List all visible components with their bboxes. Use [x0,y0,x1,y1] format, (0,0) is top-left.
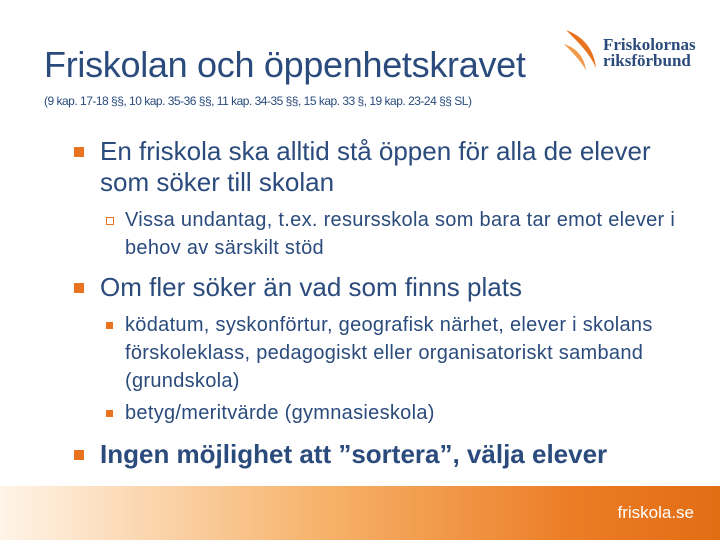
square-bullet-icon [74,147,84,157]
square-bullet-icon [106,410,113,417]
bullet-text: Ingen möjlighet att ”sortera”, välja elever [100,439,608,469]
slide-subtitle: (9 kap. 17-18 §§, 10 kap. 35-36 §§, 11 kap. 34-35 §§, 15 kap. 33 §, 19 kap. 23-24 §§ SL) [44,94,472,108]
footer-bar [0,486,720,540]
bullet-text: Vissa undantag, t.ex. resursskola som bara tar emot elever i behov av särskilt stöd [125,209,676,259]
list-item [74,439,694,470]
bullet-text: ködatum, syskonförtur, geografisk närhet, elever i skolans förskoleklass, pedagogiskt eller organisatoriskt samband (grundskola) [125,314,653,392]
bullet-text: En friskola ska alltid stå öppen för alla de elever som söker till skolan [100,136,651,197]
footer-url: friskola.se [617,503,694,522]
flame-logo-icon [560,26,604,76]
bullet-text: Om fler söker än vad som finns plats [100,272,522,302]
slide-title: Friskolan och öppenhetskravet [44,44,526,85]
hollow-square-bullet-icon [106,217,114,225]
square-bullet-icon [74,450,84,460]
square-bullet-icon [106,322,113,329]
bullet-list [74,136,694,470]
list-item [106,311,694,395]
bullet-text: betyg/meritvärde (gymnasieskola) [125,402,435,424]
logo-text [603,37,696,69]
square-bullet-icon [74,283,84,293]
logo-line2: riksförbund [603,51,691,70]
list-item [106,206,694,262]
logo-line1: Friskolornas [603,35,696,54]
list-item [106,399,694,427]
friskolornas-riksforbund-logo [560,24,710,80]
list-item [74,136,694,198]
list-item [74,272,694,303]
